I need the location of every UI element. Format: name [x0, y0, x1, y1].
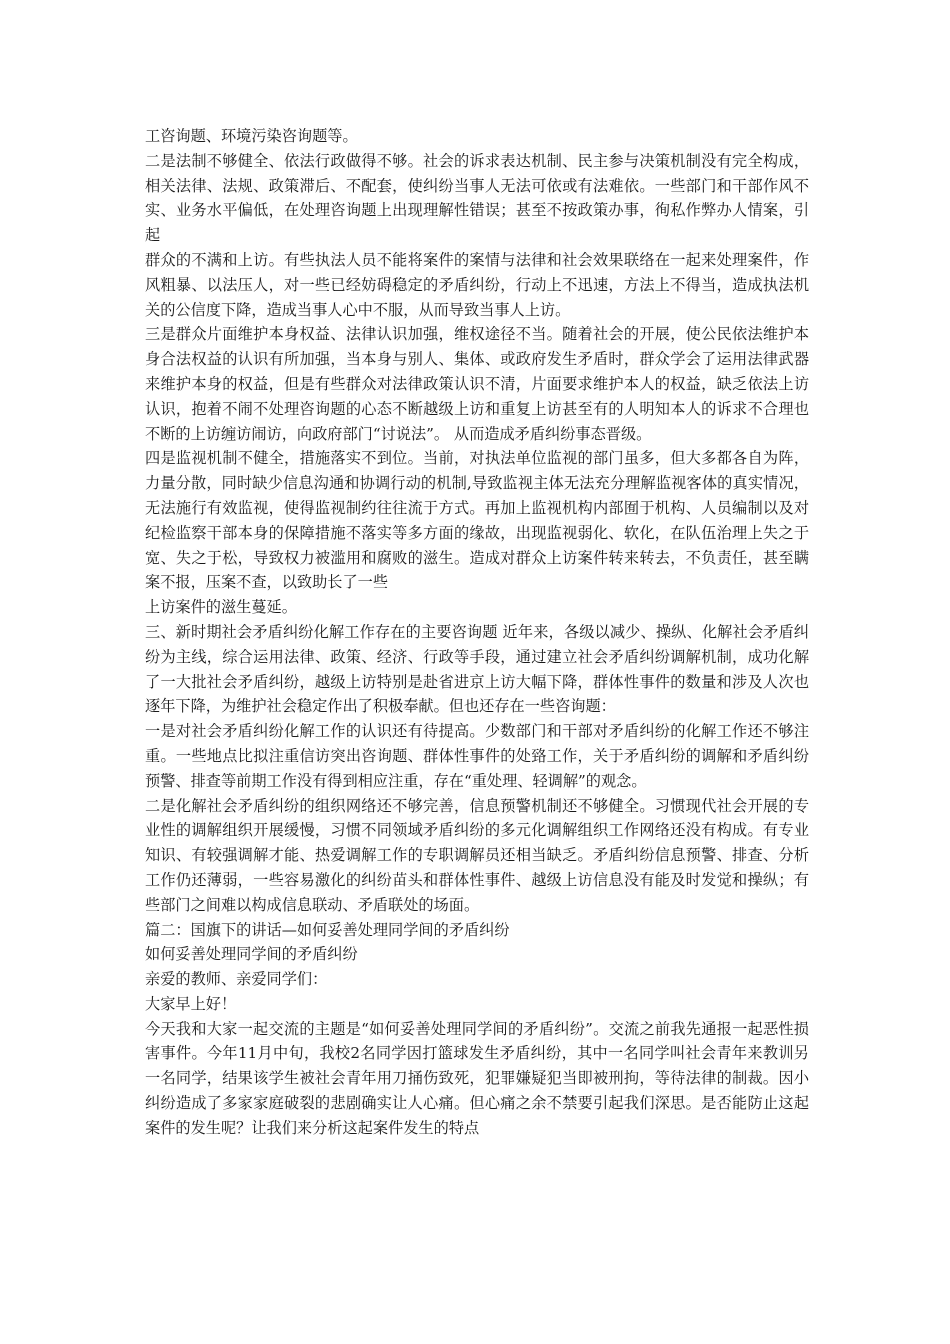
paragraph-4: 三是群众片面维护本身权益、法律认识加强，维权途径不当。随着社会的开展，使公民依法维护本身合法权益的认识有所加强，当本身与别人、集体、或政府发生矛盾时，群众学会了运用法律武器来维护本身的权益，但是有些群众对法律政策认识不清，片面要求维护本人的权益，缺乏依法上访认识，抱着不闹不处理咨询题的心态不断越级上访和重复上访甚至有的人明知本人的诉求不合理也不断的上访缠访闹访，向政府部门“讨说法”。 从而造成矛盾纠纷事态晋级。	[145, 325, 809, 443]
greeting: 大家早上好！	[145, 994, 237, 1013]
paragraph-2: 二是法制不够健全、依法行政做得不够。社会的诉求表达机制、民主参与决策机制没有完全构成，相关法律、法规、政策滞后、不配套，使纠纷当事人无法可依或有法难依。一些部门和干部作风不实、业务水平偏低，在处理咨询题上出现理解性错误；甚至不按政策办事，徇私作弊办人情案，引起	[145, 151, 809, 245]
paragraph-7: 三、新时期社会矛盾纠纷化解工作存在的主要咨询题 近年来，各级以减少、操纵、化解社会矛盾纠纷为主线，综合运用法律、政策、经济、行政等手段，通过建立社会矛盾纠纷调解机制，成功化解了一大批社会矛盾纠纷，越级上访特别是赴省进京上访大幅下降，群体性事件的数量和涉及人次也逐年下降，为维护社会稳定作出了积极奉献。但也还存在一些咨询题：	[145, 622, 809, 716]
paragraph-6: 上访案件的滋生蔓延。	[145, 598, 297, 617]
paragraph-8: 一是对社会矛盾纠纷化解工作的认识还有待提高。少数部门和干部对矛盾纠纷的化解工作还不够注重。一些地点比拟注重信访突出咨询题、群体性事件的处臵工作，关于矛盾纠纷的调解和矛盾纠纷预警、排查等前期工作没有得到相应注重，存在“重处理、轻调解”的观念。	[145, 722, 809, 790]
section-heading: 篇二：国旗下的讲话—如何妥善处理同学间的矛盾纠纷	[145, 920, 510, 939]
speech-title: 如何妥善处理同学间的矛盾纠纷	[145, 945, 358, 964]
paragraph-1: 工咨询题、环境污染咨询题等。	[145, 127, 358, 145]
document-body	[145, 124, 809, 1141]
salutation: 亲爱的教师、亲爱同学们：	[145, 970, 328, 989]
paragraph-5: 四是监视机制不健全，措施落实不到位。当前，对执法单位监视的部门虽多，但大多都各自为阵，力量分散，同时缺少信息沟通和协调行动的机制,导致监视主体无法充分理解监视客体的真实情况，无法施行有效监视，使得监视制约往往流于方式。再加上监视机构内部囿于机构、人员编制以及对纪检监察干部本身的保障措施不落实等多方面的缘故，出现监视弱化、软化，在队伍治理上失之于宽、失之于松，导致权力被滥用和腐败的滋生。造成对群众上访案件转来转去，不负责任，甚至瞒案不报，压案不查，以致助长了一些	[145, 449, 809, 592]
paragraph-9: 二是化解社会矛盾纠纷的组织网络还不够完善，信息预警机制还不够健全。习惯现代社会开展的专业性的调解组织开展缓慢，习惯不同领域矛盾纠纷的多元化调解组织工作网络还没有构成。有专业知识、有较强调解才能、热爱调解工作的专职调解员还相当缺乏。矛盾纠纷信息预警、排查、分析工作仍还薄弱，一些容易激化的纠纷苗头和群体性事件、越级上访信息没有能及时发觉和操纵；有些部门之间难以构成信息联动、矛盾联处的场面。	[145, 796, 809, 914]
paragraph-3: 群众的不满和上访。有些执法人员不能将案件的案情与法律和社会效果联络在一起来处理案件，作风粗暴、以法压人，对一些已经妨碍稳定的矛盾纠纷，行动上不迅速，方法上不得当，造成执法机关的公信度下降，造成当事人心中不服，从而导致当事人上访。	[145, 250, 809, 319]
paragraph-speech-body: 今天我和大家一起交流的主题是“如何妥善处理同学间的矛盾纠纷”。交流之前我先通报一起恶性损害事件。今年11月中旬，我校2名同学因打篮球发生矛盾纠纷，其中一名同学叫社会青年来教训另一名同学，结果该学生被社会青年用刀捅伤致死，犯罪嫌疑犯当即被刑拘，等待法律的制裁。因小纠纷造成了多家家庭破裂的悲剧确实让人心痛。但心痛之余不禁要引起我们深思。是否能防止这起案件的发生呢？让我们来分析这起案件发生的特点	[145, 1019, 809, 1137]
